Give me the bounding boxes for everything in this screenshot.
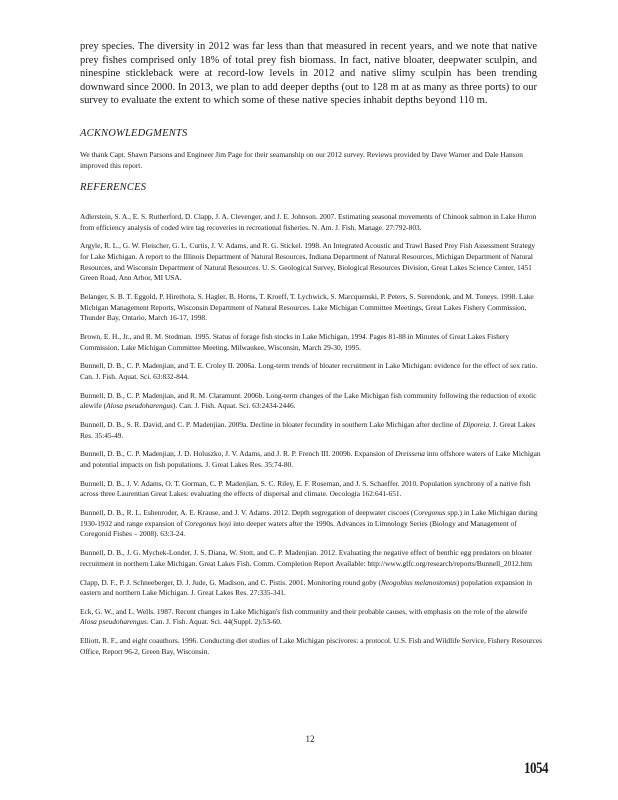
acknowledgments-text: We thank Capt. Shawn Parsons and Engineer Jim Page for their seamanship on our 2012 survey. Reviews provided by Dave Warner and Dale Hanson improved this report. xyxy=(80,150,523,170)
page-number: 12 xyxy=(305,734,315,744)
reference-item: Clapp, D. F., P. J. Schneeberger, D. J. Jude, G. Madison, and C. Pistis. 2001. Monitoring round goby (Neogobius melanostomus) population expansion in eastern and northern Lake Michigan. J. Great Lakes Res. 27:335-341. xyxy=(80,577,533,598)
references-heading: REFERENCES xyxy=(80,182,147,193)
reference-item: Bunnell, D. B., J. V. Adams, O. T. Gorman, C. P. Madenjian, S. C. Riley, E. F. Roseman, and J. S. Schaeffer. 2010. Population synchrony of a native fish across three Laurentian Great Lakes: evaluating the effects of dispersal and climate. Oecologia 162:641-651. xyxy=(80,478,531,499)
reference-item: Bunnell, D. B., S. R. David, and C. P. Madenjian. 2009a. Decline in bloater fecundity in southern Lake Michigan after decline of Diporeia. J. Great Lakes Res. 35:45-49. xyxy=(80,420,536,440)
reference-item: Brown, E. H., Jr., and R. M. Stedman. 1995. Status of forage fish stocks in Lake Michigan, 1994. Pages 81-88 in Minutes of Great Lakes Fishery Commission, Lake Michigan Committee Meeting, Milwaukee, Wisconsin, March 29-30, 1995. xyxy=(80,331,510,352)
reference-item: Bunnell, D. B., R. L. Eshenroder, A. E. Krause, and J. V. Adams. 2012. Depth segregation of deepwater ciscoes (Coregonus spp.) in Lake Michigan during 1930-1932 and range expansion of Coregonus hoyi into deeper waters after the 1990s. Advances in Limnology Series (Biology and Management of Coregonid Fishes – 2008). 63:3-24. xyxy=(80,508,538,539)
reference-item: Bunnell, D. B., C. P. Madenjian, and R. M. Claramunt. 2006b. Long-term changes of the Lake Michigan fish community following the reduction of exotic alewife (Alosa pseudoharengus). Can. J. Fish. Aquat. Sci. 63:2434-2446. xyxy=(80,390,537,411)
reference-item: Bunnell, D. B., J. G. Mychek-Londer, J. S. Diana, W. Stott, and C. P. Madenjian. 2012. Evaluating the negative effect of benthic egg predators on bloater recruitment in northern Lake Michigan. Great Lakes Fish. Comm. Completion Report Available: http://www.glfc.org/research/reports/Bunnell_2012.htm xyxy=(80,548,533,568)
bates-stamp: 1054 xyxy=(524,758,548,777)
reference-item: Adlerstein, S. A., E. S. Rutherford, D. Clapp, J. A. Clevenger, and J. E. Johnson. 2007. Estimating seasonal movements of Chinook salmon in Lake Huron from efficiency analysis of coded wire tag recoveries in recreational fisheries. N. Am. J. Fish. Manage. 27:792-803. xyxy=(80,212,537,232)
references-list xyxy=(80,212,543,666)
reference-item: Bunnell, D. B., C. P. Madenjian, J. D. Holuszko, J. V. Adams, and J. R. P. French III. 2009b. Expansion of Dreissena into offshore waters of Lake Michigan and potential impacts on fish populations. J. Great Lakes Res. 35:74-80. xyxy=(80,449,541,469)
reference-item: Argyle, R. L., G. W. Fleischer, G. L. Curtis, J. V. Adams, and R. G. Stickel. 1998. An Integrated Acoustic and Trawl Based Prey Fish Assessment Strategy for Lake Michigan. A report to the Illinois Department of Natural Resources, Indiana Department of Natural Resources, Michigan Department of Natural Resources, and Wisconsin Department of Natural Resources. U. S. Geological Survey, Biological Resources Division, Great Lakes Science Center, 1451 Green Road, Ann Arbor, MI USA. xyxy=(80,241,536,283)
reference-item: Belanger, S. B. T. Eggold, P. Hirethota, S. Hagler, B. Horns, T. Kroeff, T. Lychwick, S. Marcquenski, P. Peters, S. Surendonk, and M. Toneys. 1998. Lake Michigan Management Reports, Wisconsin Department of Natural Resources. Lake Michigan Committee Meetings, Great Lakes Fishery Commission, Thunder Bay, Ontario, March 16-17, 1998. xyxy=(80,291,534,323)
discussion-paragraph: prey species. The diversity in 2012 was far less than that measured in recent years, and we note that native prey fishes comprised only 18% of total prey fish biomass. In fact, native bloater, deepwater sculpin, and ninespine stickleback were at record-low levels in 2012 and native slimy sculpin has been trending downward since 2000. In 2013, we plan to add deeper depths (out to 128 m at as many as three ports) to our survey to evaluate the extent to which some of these native species inhabit depths beyond 110 m. xyxy=(80,41,537,106)
reference-item: Bunnell, D. B., C. P. Madenjian, and T. E. Croley II. 2006a. Long-term trends of bloater recruitment in Lake Michigan: evidence for the effect of sex ratio. Can. J. Fish. Aquat. Sci. 63:832-844. xyxy=(80,361,538,381)
acknowledgments-heading: ACKNOWLEDGMENTS xyxy=(80,128,188,139)
reference-item: Elliott, R. F., and eight coauthors. 1996. Conducting diet studies of Lake Michigan piscivores: a protocol. U.S. Fish and Wildlife Service, Fishery Resources Office, Report 96-2, Green Bay, Wisconsin. xyxy=(80,636,543,656)
reference-item: Eck, G. W., and L. Wells. 1987. Recent changes in Lake Michigan's fish community and their probable causes, with emphasis on the role of the alewife Alosa pseudoharengus. Can. J. Fish. Aquat. Sci. 44(Suppl. 2):53-60. xyxy=(80,606,528,627)
